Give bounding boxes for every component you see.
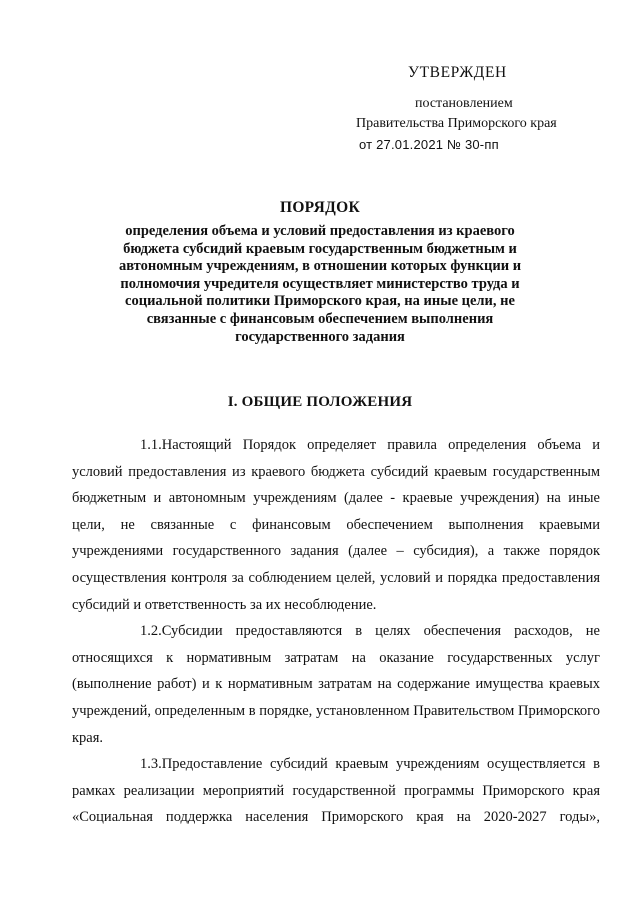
section-heading: I. ОБЩИЕ ПОЛОЖЕНИЯ [227,394,413,410]
paragraph-text: Предоставление субсидий краевым учреждениям осуществляется в рамках реализации мероприятий государственной программы Приморского края «Социальная поддержка населения Приморского края на 2020-2027 годы», [72,756,600,826]
paragraph-text: Настоящий Порядок определяет правила определения объема и условий предоставления из краевого бюджета субсидий краевым государственным бюджетным и автономным учреждениям (далее - краевые учреждения) на иные цели, не связанные с финансовым обеспечением выполнения краевыми учреждениями государственного задания (далее – субсидия), а также порядок осуществления контроля за соблюдением целей, условий и порядка предоставления субсидий и ответственность за их несоблюдение. [72,437,600,613]
paragraph-text: Субсидии предоставляются в целях обеспечения расходов, не относящихся к нормативным затратам на оказание государственных услуг (выполнение работ) и к нормативным затратам на содержание имущества краевых учреждений, определенным в порядке, установленном Правительством Приморского края. [72,623,600,746]
decree-label: постановлением [415,96,513,111]
section-body [72,432,600,831]
paragraph-1-1 [72,432,600,618]
paragraph-number: 1.1. [140,437,162,453]
decree-date-number: от 27.01.2021 № 30-пп [359,137,499,152]
paragraph-1-2 [72,618,600,751]
document-title: ПОРЯДОК [279,199,361,216]
document-subtitle: определения объема и условий предоставления из краевого бюджета субсидий краевым государственным бюджетным и автономным учреждениям, в отношении которых функции и полномочия учредителя осуществляет министерство труда и социальной политики Приморского края, на иные цели, не связанные с финансовым обеспечением выполнения государственного задания [118,223,522,345]
government-label: Правительства Приморского края [356,116,557,131]
paragraph-1-3 [72,751,600,831]
approval-stamp-label: УТВЕРЖДЕН [408,64,507,81]
paragraph-number: 1.3. [140,756,162,773]
paragraph-number: 1.2. [140,623,162,640]
